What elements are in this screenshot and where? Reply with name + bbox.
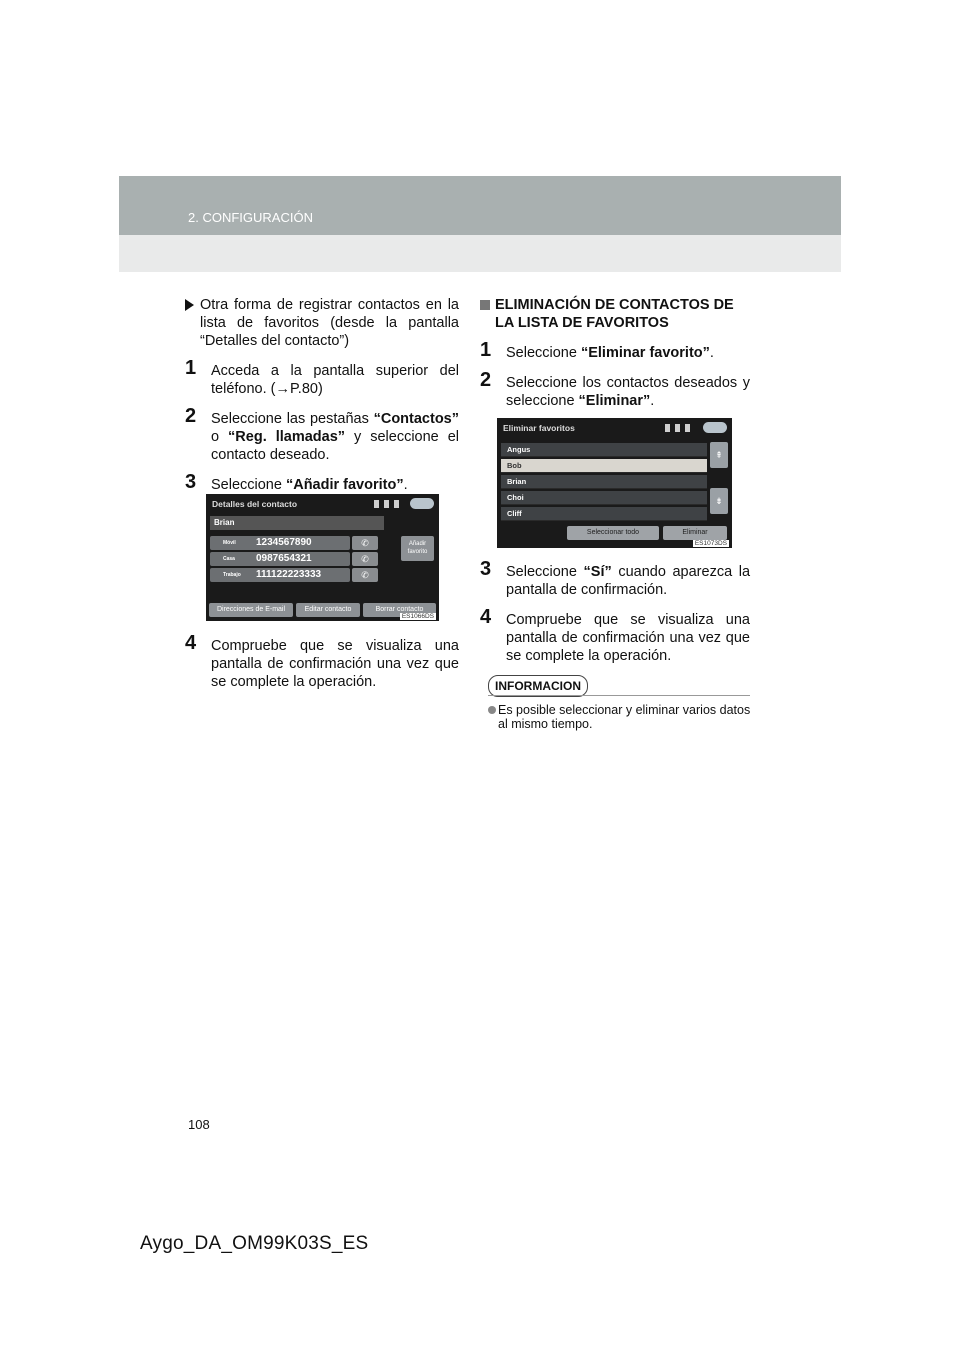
section-title: 2. CONFIGURACIÓN — [188, 210, 313, 225]
add-favorite-button[interactable]: Añadir favorito — [401, 536, 434, 561]
right-step-4: 4 Compruebe que se visualiza una pantalla de confirmación una vez que se complete la operación. — [480, 606, 750, 664]
contact-details-screenshot — [206, 494, 439, 621]
left-step-2: 2 Seleccione las pestañas “Contactos” o “Reg. llamadas” y seleccione el contacto deseado. — [185, 405, 460, 463]
left-step-4: 4 Compruebe que se visualiza una pantalla de confirmación una vez que se complete la operación. — [185, 632, 459, 690]
info-divider — [488, 695, 750, 696]
call-button-home[interactable]: ✆ — [352, 552, 378, 566]
dot-bullet-icon — [488, 706, 496, 714]
call-button-work[interactable]: ✆ — [352, 568, 378, 582]
battery-icon — [685, 424, 690, 432]
square-bullet-icon — [480, 300, 490, 310]
delete-contact-button[interactable]: Borrar contacto — [363, 603, 436, 617]
image-code: ES1073DS — [694, 540, 727, 547]
list-item[interactable]: Cliff — [501, 507, 707, 521]
intro-paragraph: Otra forma de registrar contactos en la lista de favoritos (desde la pantalla “Detalles del contacto”) — [185, 296, 459, 350]
scroll-down-icon[interactable]: ⇟ — [710, 488, 728, 514]
page-number: 108 — [188, 1117, 210, 1132]
list-item-selected[interactable]: Bob — [501, 459, 707, 473]
delete-favorites-screenshot — [497, 418, 732, 548]
call-button-mobile[interactable]: ✆ — [352, 536, 378, 550]
signal-icon — [384, 500, 389, 508]
scroll-up-icon[interactable]: ⇞ — [710, 442, 728, 468]
number-row-work[interactable]: Trabajo 111122223333 — [210, 568, 350, 582]
right-step-3: 3 Seleccione “Sí” cuando aparezca la pantalla de confirmación. — [480, 558, 751, 598]
section-heading: ELIMINACIÓN DE CONTACTOS DE LA LISTA DE FAVORITOS — [480, 296, 750, 332]
edit-contact-button[interactable]: Editar contacto — [296, 603, 360, 617]
right-step-1: 1 Seleccione “Eliminar favorito”. — [480, 339, 714, 361]
battery-icon — [394, 500, 399, 508]
select-all-button[interactable]: Seleccionar todo — [567, 526, 659, 540]
bluetooth-icon — [665, 424, 670, 432]
back-button[interactable] — [703, 422, 727, 433]
list-item[interactable]: Brian — [501, 475, 707, 489]
bluetooth-icon — [374, 500, 379, 508]
left-step-1: 1 Acceda a la pantalla superior del teléfono. (→P.80) — [185, 357, 459, 397]
back-button[interactable] — [410, 498, 434, 509]
image-code: ES1066DS — [401, 613, 434, 620]
left-step-3: 3 Seleccione “Añadir favorito”. — [185, 471, 408, 493]
screen-title: Eliminar favoritos — [503, 423, 575, 433]
header-band — [119, 176, 841, 235]
list-item[interactable]: Choi — [501, 491, 707, 505]
number-row-mobile[interactable]: Móvil 1234567890 — [210, 536, 350, 550]
info-label: INFORMACION — [488, 675, 588, 697]
delete-button[interactable]: Eliminar — [663, 526, 727, 540]
contact-name: Brian — [210, 516, 384, 530]
email-addresses-button[interactable]: Direcciones de E-mail — [209, 603, 293, 617]
info-text: Es posible seleccionar y eliminar varios datos al mismo tiempo. — [488, 703, 760, 731]
list-item[interactable]: Angus — [501, 443, 707, 457]
number-row-home[interactable]: Casa 0987654321 — [210, 552, 350, 566]
header-subband — [119, 235, 841, 272]
right-step-2: 2 Seleccione los contactos deseados y seleccione “Eliminar”. — [480, 369, 750, 409]
footer-code: Aygo_DA_OM99K03S_ES — [140, 1233, 369, 1254]
arrow-bullet-icon — [185, 299, 194, 311]
signal-icon — [675, 424, 680, 432]
screen-title: Detalles del contacto — [212, 499, 298, 509]
